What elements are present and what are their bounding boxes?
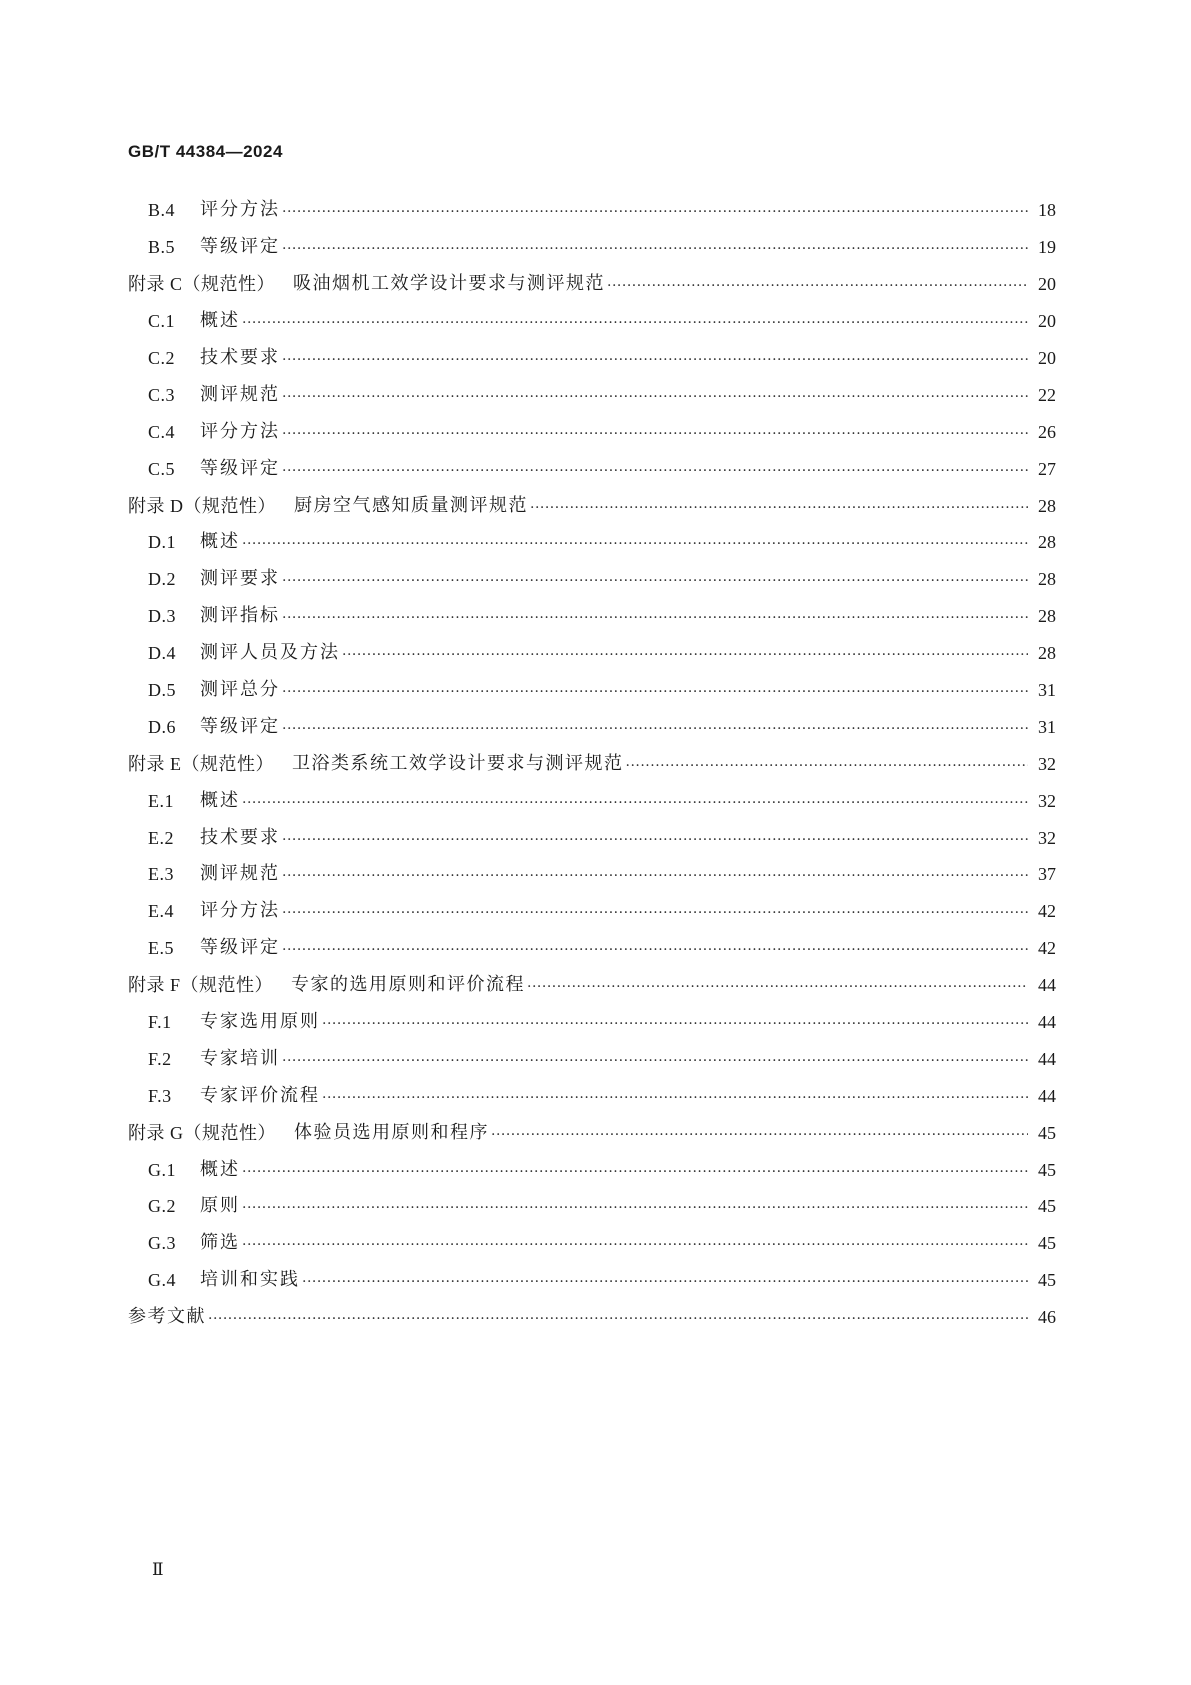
toc-entry-number: E.4 [148,901,174,922]
toc-entry-page: 32 [1038,827,1056,848]
toc-entry-page: 45 [1038,1270,1056,1291]
toc-entry-number: C.3 [148,384,176,405]
toc-entry-page: 28 [1038,643,1056,664]
toc-entry-page: 26 [1038,421,1056,442]
toc-entry-page: 18 [1038,200,1056,221]
toc-entry[interactable] [128,967,1056,1004]
toc-leader-dots [282,939,1028,961]
toc-entry-page: 28 [1038,606,1056,627]
toc-entry-number: C.4 [148,421,176,442]
toc-leader-dots [282,902,1028,924]
toc-entry[interactable] [128,192,1056,229]
toc-entry[interactable] [128,1004,1056,1041]
toc-entry-page: 37 [1038,864,1056,885]
toc-leader-dots [322,1013,1028,1035]
toc-entry-title: 专家培训 [200,1047,280,1069]
toc-leader-dots [282,460,1028,482]
toc-entry-number: B.5 [148,237,176,258]
toc-entry[interactable] [128,930,1056,967]
toc-entry-number: D.1 [148,532,176,553]
toc-entry-title: 评分方法 [200,420,280,442]
table-of-contents [128,192,1056,1336]
toc-entry-number: G.1 [148,1159,176,1180]
toc-entry-page: 20 [1038,311,1056,332]
toc-entry-number: 附录 D（规范性） [128,495,276,516]
toc-leader-dots [282,238,1028,260]
toc-leader-dots [242,1197,1028,1219]
toc-entry-number: 附录 G（规范性） [128,1122,276,1143]
toc-entry-number: D.4 [148,643,176,664]
toc-entry-number: C.1 [148,311,176,332]
toc-entry-title: 测评总分 [200,679,280,701]
toc-leader-dots [282,865,1028,887]
toc-leader-dots [242,312,1028,334]
toc-entry-page: 45 [1038,1122,1056,1143]
toc-leader-dots [242,1234,1028,1256]
toc-entry-page: 20 [1038,348,1056,368]
toc-entry-page: 32 [1038,753,1056,774]
toc-entry-title: 技术要求 [200,826,280,848]
toc-entry-number: E.5 [148,938,174,959]
toc-entry-number: 附录 E（规范性） [128,753,274,774]
toc-leader-dots [282,349,1028,371]
toc-entry-title: 原则 [200,1195,240,1217]
toc-entry-page: 32 [1038,790,1056,811]
toc-entry-title: 厨房空气感知质量测评规范 [294,494,528,516]
toc-entry-number: G.2 [148,1196,176,1217]
toc-entry[interactable] [128,856,1056,893]
toc-entry[interactable] [128,708,1056,745]
toc-entry[interactable] [128,893,1056,930]
toc-entry-number: C.5 [148,458,176,479]
toc-entry-title: 测评人员及方法 [200,642,340,664]
toc-entry-page: 31 [1038,680,1056,701]
toc-entry-title: 等级评定 [200,715,280,737]
toc-entry[interactable] [128,1077,1056,1114]
toc-entry-title: 培训和实践 [200,1269,300,1291]
toc-entry-page: 22 [1038,384,1056,405]
toc-entry-page: 44 [1038,1048,1056,1069]
toc-entry-number: 附录 C（规范性） [128,274,276,295]
toc-entry-number: D.6 [148,716,176,737]
toc-leader-dots [242,533,1028,555]
toc-entry-page: 45 [1038,1233,1056,1254]
toc-entry-title: 测评要求 [200,568,280,590]
toc-entry[interactable] [128,1151,1056,1188]
toc-entry-title: 专家选用原则 [200,1011,320,1033]
toc-entry-number: E.2 [148,827,174,848]
toc-leader-dots [607,275,1028,297]
toc-entry[interactable] [128,635,1056,672]
toc-entry-page: 28 [1038,569,1056,590]
toc-leader-dots [282,607,1028,629]
toc-entry-title: 概述 [200,531,240,553]
toc-entry-number: E.3 [148,864,174,885]
toc-entry-number: D.2 [148,569,176,590]
toc-entry-title: 筛选 [200,1232,240,1254]
toc-leader-dots [282,1050,1028,1072]
toc-leader-dots [530,497,1028,519]
toc-leader-dots [282,201,1028,223]
toc-entry-page: 44 [1038,975,1056,996]
toc-entry-title: 等级评定 [200,236,280,258]
toc-entry[interactable] [128,561,1056,598]
toc-entry[interactable] [128,819,1056,856]
toc-leader-dots [282,386,1028,408]
toc-entry-title: 体验员选用原则和程序 [294,1121,489,1143]
toc-entry-title: 技术要求 [200,347,280,368]
toc-entry-page: 28 [1038,532,1056,553]
toc-leader-dots [282,718,1028,740]
toc-entry[interactable] [128,598,1056,635]
toc-leader-dots [527,976,1028,998]
toc-entry-title: 参考文献 [128,1306,206,1328]
toc-entry-number: E.1 [148,790,174,811]
toc-entry[interactable] [128,487,1056,524]
toc-leader-dots [342,644,1028,666]
toc-entry-number: 附录 F（规范性） [128,975,274,996]
toc-leader-dots [302,1271,1028,1293]
toc-entry-number: F.2 [148,1048,172,1069]
toc-entry-page: 42 [1038,938,1056,959]
toc-entry[interactable] [128,1299,1056,1336]
toc-leader-dots [282,570,1028,592]
toc-entry[interactable] [128,782,1056,819]
toc-entry-title: 评分方法 [200,199,280,221]
toc-entry[interactable] [128,229,1056,266]
toc-leader-dots [208,1308,1028,1330]
toc-entry-title: 测评规范 [200,863,280,885]
toc-entry-page: 20 [1038,274,1056,295]
toc-entry[interactable] [128,1262,1056,1299]
toc-entry-number: G.4 [148,1270,176,1291]
toc-leader-dots [282,423,1028,445]
toc-leader-dots [242,792,1028,814]
toc-entry[interactable] [128,1114,1056,1151]
toc-entry-page: 19 [1038,237,1056,258]
toc-leader-dots [242,1161,1028,1183]
toc-entry[interactable] [128,1188,1056,1225]
toc-entry-title: 测评规范 [200,383,280,405]
toc-entry-title: 概述 [200,1158,240,1180]
toc-entry-number: D.5 [148,680,176,701]
toc-leader-dots [282,829,1028,851]
toc-entry-title: 概述 [200,789,240,811]
toc-entry-number: F.3 [148,1085,172,1106]
toc-entry-title: 等级评定 [200,937,280,959]
toc-entry-page: 42 [1038,901,1056,922]
toc-leader-dots [282,681,1028,703]
toc-entry[interactable] [128,1225,1056,1262]
toc-entry[interactable] [128,303,1056,340]
toc-entry-page: 45 [1038,1159,1056,1180]
toc-entry-number: F.1 [148,1012,172,1033]
toc-entry-title: 评分方法 [200,900,280,922]
toc-entry[interactable] [128,340,1056,377]
toc-entry-title: 概述 [200,310,240,332]
toc-entry-number: B.4 [148,200,176,221]
toc-leader-dots [491,1124,1028,1146]
standard-code: GB/T 44384—2024 [128,142,283,161]
toc-entry-title: 测评指标 [200,605,280,627]
toc-entry-page: 28 [1038,495,1056,516]
toc-entry-title: 卫浴类系统工效学设计要求与测评规范 [292,752,624,774]
toc-entry-number: C.2 [148,348,176,368]
toc-entry[interactable] [128,376,1056,413]
toc-entry-page: 31 [1038,716,1056,737]
toc-entry[interactable] [128,266,1056,303]
toc-entry-title: 专家评价流程 [200,1084,320,1106]
toc-entry-page: 46 [1038,1307,1056,1328]
toc-entry-page: 45 [1038,1196,1056,1217]
toc-leader-dots [322,1087,1028,1109]
toc-entry-number: D.3 [148,606,176,627]
toc-entry[interactable] [128,1040,1056,1077]
toc-entry-title: 吸油烟机工效学设计要求与测评规范 [293,273,606,295]
toc-entry-number: G.3 [148,1233,176,1254]
toc-entry-title: 专家的选用原则和评价流程 [291,974,526,996]
toc-leader-dots [626,755,1029,777]
document-header [128,142,283,162]
toc-entry-page: 27 [1038,458,1056,479]
toc-entry[interactable] [128,524,1056,561]
toc-entry-title: 等级评定 [200,457,280,479]
toc-entry[interactable] [128,450,1056,487]
toc-entry-page: 44 [1038,1012,1056,1033]
page-number: Ⅱ [152,1560,164,1579]
toc-entry[interactable] [128,745,1056,782]
toc-entry[interactable] [128,672,1056,709]
toc-entry-page: 44 [1038,1085,1056,1106]
toc-entry[interactable] [128,413,1056,450]
